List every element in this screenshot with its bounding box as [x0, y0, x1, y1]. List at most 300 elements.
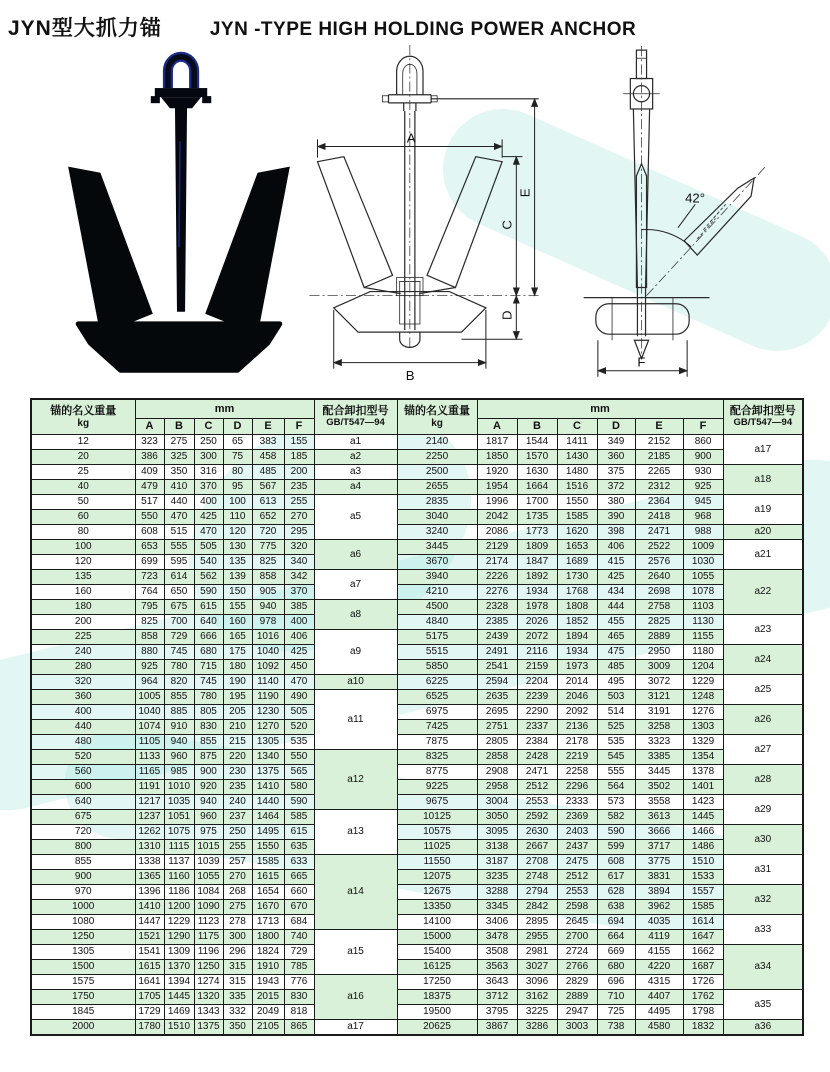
dim-cell: 590 — [194, 585, 223, 600]
dim-cell: 3121 — [635, 690, 683, 705]
dim-cell: 515 — [164, 525, 194, 540]
dim-cell: 960 — [194, 810, 223, 825]
dim-cell: 1798 — [683, 1005, 723, 1020]
dim-cell: 700 — [164, 615, 194, 630]
weight-cell: 80 — [31, 525, 135, 540]
shackle-cell: a22 — [723, 570, 803, 615]
dim-cell: 1510 — [683, 855, 723, 870]
dim-cell: 1075 — [164, 825, 194, 840]
dim-cell: 425 — [597, 570, 635, 585]
weight-cell: 5175 — [397, 630, 477, 645]
table-row — [31, 930, 803, 945]
dim-cell: 514 — [597, 705, 635, 720]
dim-cell: 2553 — [557, 885, 597, 900]
dim-cell: 775 — [252, 540, 284, 555]
weight-cell: 6525 — [397, 690, 477, 705]
weight-cell: 120 — [31, 555, 135, 570]
dim-cell: 409 — [135, 465, 164, 480]
col-header-C: C — [557, 419, 597, 435]
dim-cell: 1430 — [557, 450, 597, 465]
dim-cell: 1662 — [683, 945, 723, 960]
dim-cell: 3095 — [477, 825, 517, 840]
anchor-spec-table — [30, 398, 804, 1036]
dim-cell: 1055 — [683, 570, 723, 585]
dim-cell: 2858 — [477, 750, 517, 765]
dim-cell: 190 — [223, 675, 252, 690]
page-title-zh: JYN型大抓力锚 — [8, 17, 162, 40]
dim-cell: 296 — [223, 945, 252, 960]
dim-cell: 325 — [164, 450, 194, 465]
dim-cell: 1585 — [557, 510, 597, 525]
col-header-B: B — [517, 419, 557, 435]
weight-cell: 40 — [31, 480, 135, 495]
dim-cell: 250 — [194, 435, 223, 450]
dim-cell: 383 — [252, 435, 284, 450]
shackle-cell: a27 — [723, 735, 803, 765]
dim-cell: 1155 — [683, 630, 723, 645]
dim-cell: 2049 — [252, 1005, 284, 1020]
table-row — [31, 870, 803, 885]
dim-cell: 729 — [164, 630, 194, 645]
col-header-E: E — [635, 419, 683, 435]
dim-cell: 920 — [194, 780, 223, 795]
dim-cell: 666 — [194, 630, 223, 645]
dim-label-b: B — [405, 367, 415, 383]
dim-cell: 535 — [597, 735, 635, 750]
dim-cell: 316 — [194, 465, 223, 480]
dim-cell: 237 — [223, 810, 252, 825]
dim-label-c: C — [499, 220, 515, 230]
dim-cell: 425 — [284, 645, 314, 660]
weight-cell: 900 — [31, 870, 135, 885]
dim-cell: 3072 — [635, 675, 683, 690]
dim-cell: 860 — [683, 435, 723, 450]
anchor-photo-figure — [48, 42, 310, 382]
dim-cell: 3187 — [477, 855, 517, 870]
dim-cell: 567 — [252, 480, 284, 495]
dim-cell: 2296 — [557, 780, 597, 795]
weight-cell: 6225 — [397, 675, 477, 690]
dim-cell: 855 — [194, 735, 223, 750]
dim-cell: 300 — [194, 450, 223, 465]
dim-cell: 1773 — [517, 525, 557, 540]
dim-cell: 3831 — [635, 870, 683, 885]
dim-cell: 1954 — [477, 480, 517, 495]
weight-cell: 135 — [31, 570, 135, 585]
dim-cell: 925 — [683, 480, 723, 495]
dim-cell: 470 — [194, 525, 223, 540]
dim-cell: 470 — [284, 675, 314, 690]
shackle-cell: a16 — [314, 975, 397, 1020]
dim-cell: 3643 — [477, 975, 517, 990]
weight-cell: 8775 — [397, 765, 477, 780]
dim-cell: 2708 — [517, 855, 557, 870]
dim-cell: 2491 — [477, 645, 517, 660]
dim-cell: 885 — [164, 705, 194, 720]
weight-cell: 3670 — [397, 555, 477, 570]
weight-cell: 60 — [31, 510, 135, 525]
dim-cell: 858 — [252, 570, 284, 585]
weight-cell: 240 — [31, 645, 135, 660]
shackle-standard: GB/T547—94 — [733, 416, 793, 428]
col-header-E: E — [252, 419, 284, 435]
dim-cell: 1051 — [164, 810, 194, 825]
page-title-en: JYN -TYPE HIGH HOLDING POWER ANCHOR — [209, 19, 637, 40]
dim-cell: 495 — [597, 675, 635, 690]
dim-cell: 2958 — [477, 780, 517, 795]
dim-cell: 3225 — [517, 1005, 557, 1020]
weight-cell: 19500 — [397, 1005, 477, 1020]
shackle-standard: GB/T547—94 — [326, 416, 385, 428]
dim-cell: 875 — [194, 750, 223, 765]
dim-cell: 795 — [135, 600, 164, 615]
dim-cell: 1340 — [252, 750, 284, 765]
dim-cell: 1615 — [252, 870, 284, 885]
weight-cell: 360 — [31, 690, 135, 705]
weight-cell: 12075 — [397, 870, 477, 885]
dim-cell: 215 — [223, 735, 252, 750]
dim-cell: 240 — [223, 795, 252, 810]
dim-cell: 1175 — [194, 930, 223, 945]
dim-cell: 3191 — [635, 705, 683, 720]
dim-cell: 370 — [284, 585, 314, 600]
dim-cell: 1541 — [135, 945, 164, 960]
dim-cell: 555 — [164, 540, 194, 555]
dim-cell: 320 — [284, 540, 314, 555]
dim-cell: 1103 — [683, 600, 723, 615]
weight-cell: 3940 — [397, 570, 477, 585]
dim-cell: 1550 — [557, 495, 597, 510]
dim-cell: 582 — [597, 810, 635, 825]
dim-cell: 1375 — [194, 1020, 223, 1036]
anchor-side-view-figure — [552, 42, 802, 392]
weight-cell: 1305 — [31, 945, 135, 960]
weight-cell: 14100 — [397, 915, 477, 930]
weight-cell: 675 — [31, 810, 135, 825]
dim-cell: 1309 — [164, 945, 194, 960]
dim-cell: 776 — [284, 975, 314, 990]
dim-cell: 1074 — [135, 720, 164, 735]
dim-cell: 278 — [223, 915, 252, 930]
dim-cell: 608 — [597, 855, 635, 870]
dim-cell: 490 — [284, 690, 314, 705]
dim-cell: 360 — [597, 450, 635, 465]
weight-cell: 320 — [31, 675, 135, 690]
dim-cell: 1800 — [252, 930, 284, 945]
dim-cell: 120 — [223, 525, 252, 540]
dim-cell: 1726 — [683, 975, 723, 990]
weight-cell: 16125 — [397, 960, 477, 975]
dim-cell: 335 — [223, 990, 252, 1005]
weight-cell: 18375 — [397, 990, 477, 1005]
dim-cell: 855 — [164, 690, 194, 705]
dim-cell: 2698 — [635, 585, 683, 600]
weight-cell: 4500 — [397, 600, 477, 615]
dim-cell: 2437 — [557, 840, 597, 855]
shackle-cell: a26 — [723, 705, 803, 735]
weight-cell: 400 — [31, 705, 135, 720]
dim-cell: 2014 — [557, 675, 597, 690]
dim-cell: 2592 — [517, 810, 557, 825]
table-row — [31, 555, 803, 570]
dim-cell: 1847 — [517, 555, 557, 570]
dim-cell: 1920 — [477, 465, 517, 480]
dim-cell: 2328 — [477, 600, 517, 615]
weight-cell: 225 — [31, 630, 135, 645]
table-row — [31, 960, 803, 975]
table-row — [31, 780, 803, 795]
dim-cell: 200 — [284, 465, 314, 480]
weight-cell: 3240 — [397, 525, 477, 540]
dim-cell: 2829 — [557, 975, 597, 990]
dim-cell: 729 — [284, 945, 314, 960]
dim-cell: 930 — [683, 465, 723, 480]
dim-cell: 230 — [223, 765, 252, 780]
shackle-cell: a7 — [314, 570, 397, 600]
dim-cell: 2265 — [635, 465, 683, 480]
dim-cell: 255 — [223, 840, 252, 855]
dim-cell: 653 — [135, 540, 164, 555]
table-row — [31, 720, 803, 735]
dim-cell: 465 — [597, 630, 635, 645]
dim-cell: 1544 — [517, 435, 557, 450]
dim-cell: 640 — [194, 615, 223, 630]
weight-cell: 10125 — [397, 810, 477, 825]
weight-cell: 520 — [31, 750, 135, 765]
weight-cell: 2250 — [397, 450, 477, 465]
dim-cell: 985 — [164, 765, 194, 780]
dim-cell: 1516 — [557, 480, 597, 495]
dim-cell: 220 — [223, 750, 252, 765]
dim-label-a: A — [406, 130, 416, 146]
dim-cell: 1670 — [252, 900, 284, 915]
dim-cell: 425 — [194, 510, 223, 525]
dim-cell: 1030 — [683, 555, 723, 570]
dim-cell: 1466 — [683, 825, 723, 840]
dim-cell: 1910 — [252, 960, 284, 975]
weight-cell: 5850 — [397, 660, 477, 675]
dim-cell: 1274 — [194, 975, 223, 990]
dim-cell: 1533 — [683, 870, 723, 885]
dim-cell: 900 — [683, 450, 723, 465]
dim-cell: 4495 — [635, 1005, 683, 1020]
dim-cell: 3894 — [635, 885, 683, 900]
dim-cell: 580 — [284, 780, 314, 795]
dim-cell: 505 — [284, 705, 314, 720]
table-row — [31, 810, 803, 825]
dim-cell: 323 — [135, 435, 164, 450]
dim-cell: 2403 — [557, 825, 597, 840]
dim-cell: 1570 — [517, 450, 557, 465]
dim-cell: 925 — [135, 660, 164, 675]
dim-cell: 275 — [164, 435, 194, 450]
dim-cell: 3288 — [477, 885, 517, 900]
dim-cell: 745 — [194, 675, 223, 690]
weight-cell: 50 — [31, 495, 135, 510]
dim-cell: 1248 — [683, 690, 723, 705]
dim-cell: 3712 — [477, 990, 517, 1005]
dim-cell: 740 — [284, 930, 314, 945]
dim-cell: 1521 — [135, 930, 164, 945]
dim-cell: 2576 — [635, 555, 683, 570]
table-row — [31, 630, 803, 645]
dim-cell: 210 — [223, 720, 252, 735]
dim-cell: 2950 — [635, 645, 683, 660]
table-row — [31, 825, 803, 840]
dim-cell: 75 — [223, 450, 252, 465]
dim-cell: 398 — [597, 525, 635, 540]
dim-cell: 1817 — [477, 435, 517, 450]
shackle-cell: a1 — [314, 435, 397, 450]
dim-cell: 3775 — [635, 855, 683, 870]
weight-cell: 3040 — [397, 510, 477, 525]
weight-cell: 600 — [31, 780, 135, 795]
dim-cell: 1934 — [517, 585, 557, 600]
weight-cell: 1575 — [31, 975, 135, 990]
dim-cell: 590 — [597, 825, 635, 840]
dim-cell: 2428 — [517, 750, 557, 765]
dim-cell: 1276 — [683, 705, 723, 720]
weight-cell: 1500 — [31, 960, 135, 975]
dim-cell: 818 — [284, 1005, 314, 1020]
dim-cell: 1654 — [252, 885, 284, 900]
dim-cell: 988 — [683, 525, 723, 540]
dim-cell: 2512 — [517, 780, 557, 795]
dim-cell: 1447 — [135, 915, 164, 930]
dim-cell: 1585 — [252, 855, 284, 870]
shackle-cell: a20 — [723, 525, 803, 540]
dim-cell: 1230 — [252, 705, 284, 720]
dim-cell: 2645 — [557, 915, 597, 930]
weight-cell: 6975 — [397, 705, 477, 720]
dim-cell: 1016 — [252, 630, 284, 645]
dim-cell: 2204 — [517, 675, 557, 690]
shackle-cell: a19 — [723, 495, 803, 525]
dim-cell: 2239 — [517, 690, 557, 705]
shackle-cell: a35 — [723, 990, 803, 1020]
weight-cell: 200 — [31, 615, 135, 630]
weight-cell: 8325 — [397, 750, 477, 765]
shackle-cell: a30 — [723, 825, 803, 855]
dim-cell: 505 — [194, 540, 223, 555]
dim-cell: 1824 — [252, 945, 284, 960]
dim-cell: 968 — [683, 510, 723, 525]
dim-cell: 3613 — [635, 810, 683, 825]
dim-cell: 3502 — [635, 780, 683, 795]
dim-cell: 2439 — [477, 630, 517, 645]
dim-cell: 340 — [284, 555, 314, 570]
dim-cell: 3563 — [477, 960, 517, 975]
dim-cell: 2512 — [557, 870, 597, 885]
shackle-cell: a33 — [723, 915, 803, 945]
dim-cell: 2290 — [517, 705, 557, 720]
shackle-cell: a5 — [314, 495, 397, 540]
table-row — [31, 915, 803, 930]
weight-cell: 855 — [31, 855, 135, 870]
dim-cell: 375 — [597, 465, 635, 480]
dim-cell: 1005 — [135, 690, 164, 705]
dim-cell: 2042 — [477, 510, 517, 525]
weight-cell: 1000 — [31, 900, 135, 915]
dim-cell: 2635 — [477, 690, 517, 705]
dim-cell: 1647 — [683, 930, 723, 945]
dim-cell: 699 — [135, 555, 164, 570]
dim-cell: 2471 — [517, 765, 557, 780]
dim-cell: 940 — [252, 600, 284, 615]
dim-cell: 1620 — [557, 525, 597, 540]
table-row — [31, 645, 803, 660]
dim-cell: 2630 — [517, 825, 557, 840]
weight-cell: 20625 — [397, 1020, 477, 1036]
dim-cell: 1190 — [252, 690, 284, 705]
dim-cell: 434 — [597, 585, 635, 600]
dim-label-f: F — [637, 354, 646, 370]
dim-cell: 315 — [223, 960, 252, 975]
dim-cell: 1250 — [194, 960, 223, 975]
dim-cell: 3478 — [477, 930, 517, 945]
weight-cell: 280 — [31, 660, 135, 675]
dim-cell: 205 — [223, 705, 252, 720]
dim-cell: 1585 — [683, 900, 723, 915]
table-body — [31, 435, 803, 1036]
dim-cell: 858 — [135, 630, 164, 645]
dim-cell: 2751 — [477, 720, 517, 735]
dim-cell: 2794 — [517, 885, 557, 900]
dim-cell: 2105 — [252, 1020, 284, 1036]
dim-cell: 2152 — [635, 435, 683, 450]
dim-label-e: E — [517, 188, 533, 198]
shackle-cell: a21 — [723, 540, 803, 570]
dim-cell: 3003 — [557, 1020, 597, 1036]
dim-cell: 1410 — [252, 780, 284, 795]
weight-cell: 970 — [31, 885, 135, 900]
table-row — [31, 600, 803, 615]
weight-label: 锚的名义重量 — [50, 404, 117, 417]
dim-cell: 805 — [194, 705, 223, 720]
dim-cell: 1290 — [164, 930, 194, 945]
dim-cell: 386 — [135, 450, 164, 465]
dim-cell: 2086 — [477, 525, 517, 540]
weight-cell: 15000 — [397, 930, 477, 945]
dim-cell: 3258 — [635, 720, 683, 735]
shackle-cell: a9 — [314, 630, 397, 675]
dim-cell: 1320 — [194, 990, 223, 1005]
dim-cell: 3558 — [635, 795, 683, 810]
dim-cell: 2594 — [477, 675, 517, 690]
col-header-weight-left — [31, 399, 135, 435]
dim-cell: 2695 — [477, 705, 517, 720]
dim-cell: 652 — [252, 510, 284, 525]
dim-cell: 680 — [194, 645, 223, 660]
dim-cell: 617 — [597, 870, 635, 885]
weight-cell: 12675 — [397, 885, 477, 900]
weight-cell: 800 — [31, 840, 135, 855]
dim-cell: 400 — [194, 495, 223, 510]
table-row — [31, 945, 803, 960]
dim-cell: 1996 — [477, 495, 517, 510]
weight-cell: 4840 — [397, 615, 477, 630]
dim-cell: 1630 — [517, 465, 557, 480]
weight-cell: 1250 — [31, 930, 135, 945]
dim-cell: 1009 — [683, 540, 723, 555]
dim-cell: 1780 — [135, 1020, 164, 1036]
dim-cell: 2418 — [635, 510, 683, 525]
dim-cell: 160 — [223, 615, 252, 630]
dim-cell: 135 — [223, 555, 252, 570]
dim-cell: 295 — [284, 525, 314, 540]
shackle-cell: a23 — [723, 615, 803, 645]
col-header-B: B — [164, 419, 194, 435]
